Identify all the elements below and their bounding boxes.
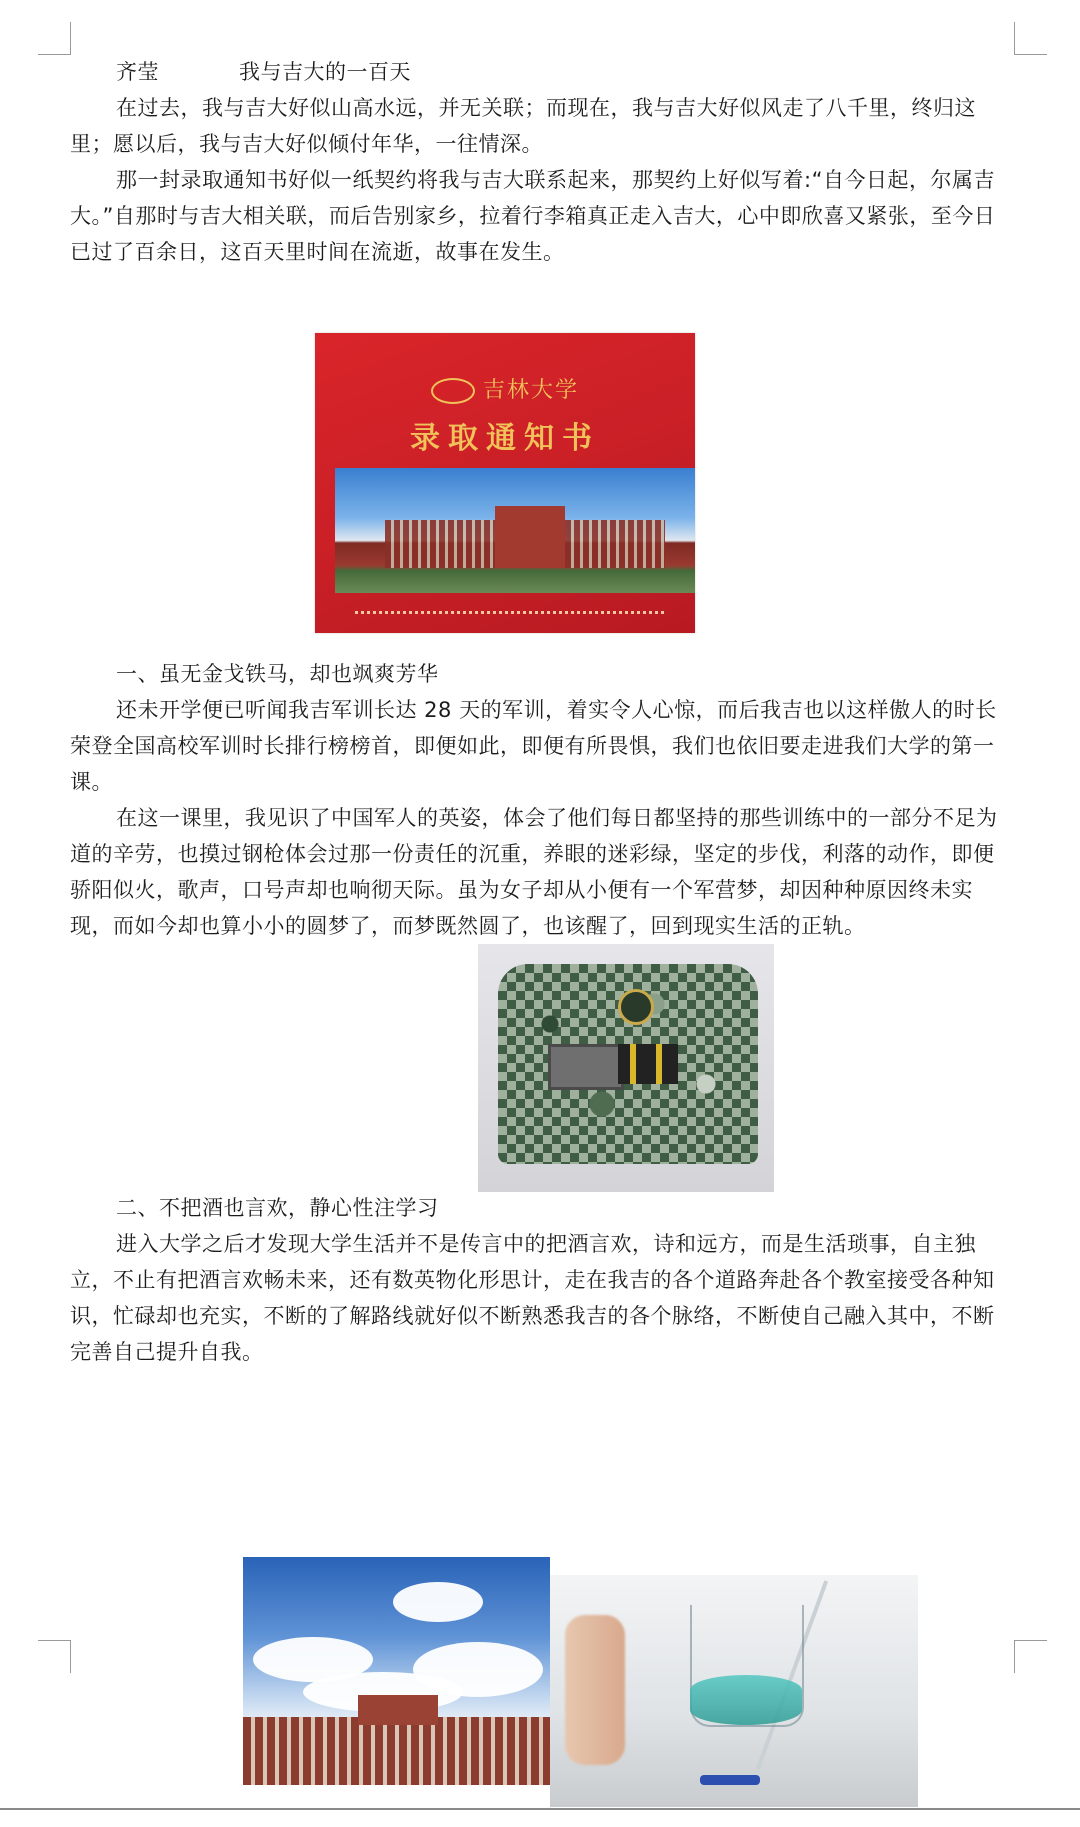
school-emblem-icon (431, 378, 475, 404)
paragraph: 在这一课里，我见识了中国军人的英姿，体会了他们每日都坚持的那些训练中的一部分不足为道的辛劳，也摸过钢枪体会过那一份责任的沉重，养眼的迷彩绿，坚定的步伐，利落的动作，即便骄阳似火，歌声，口号声却也响彻天际。虽为女子却从小便有一个军营梦，却因种种原因终未实现，而如今却也算小小的圆梦了，而梦既然圆了，也该醒了，回到现实生活的正轨。 (70, 806, 998, 938)
campus-photo (335, 468, 695, 593)
author-name: 齐莹 (116, 60, 159, 84)
admission-letter-image (315, 333, 695, 633)
section-heading: 一、虽无金戈铁马，却也飒爽芳华 (116, 662, 439, 686)
admission-letter-title: 录取通知书 (410, 421, 600, 456)
page-corner-mark (1014, 22, 1047, 55)
section-two (70, 1190, 1010, 1370)
section-one (70, 656, 1010, 944)
paragraph: 在过去，我与吉大好似山高水远，并无关联；而现在，我与吉大好似风走了八千里，终归这里；愿以后，我与吉大好似倾付年华，一往情深。 (70, 96, 976, 156)
letter-footer-text (355, 611, 665, 614)
campus-building-photo (243, 1557, 550, 1785)
paragraph: 那一封录取通知书好似一纸契约将我与吉大联系起来，那契约上好似写着:“自今日起，尔属吉大。”自那时与吉大相关联，而后告别家乡，拉着行李箱真正走入吉大，心中即欣喜又紧张，至今日已过了百余日，这百天里时间在流逝，故事在发生。 (70, 168, 996, 264)
title-line (70, 54, 1010, 90)
page-corner-mark (1014, 1640, 1047, 1673)
intro-section (70, 54, 1010, 270)
school-logo: 吉林大学 (315, 373, 695, 404)
chemistry-lab-photo (550, 1575, 918, 1807)
page-corner-mark (38, 22, 71, 55)
military-uniform-image (478, 944, 774, 1192)
section-heading: 二、不把酒也言欢，静心性注学习 (116, 1196, 439, 1220)
cap-badge-icon (618, 989, 654, 1025)
page-corner-mark (38, 1640, 71, 1673)
essay-title: 我与吉大的一百天 (239, 60, 411, 84)
page-divider (0, 1808, 1080, 1810)
paragraph: 还未开学便已听闻我吉军训长达 28 天的军训，着实令人心惊，而后我吉也以这样傲人的时长荣登全国高校军训时长排行榜榜首，即便如此，即便有所畏惧，我们也依旧要走进我们大学的第一课。 (70, 698, 997, 794)
paragraph: 进入大学之后才发现大学生活并不是传言中的把酒言欢，诗和远方，而是生活琐事，自主独立，不止有把酒言欢畅未来，还有数英物化形思计，走在我吉的各个道路奔赴各个教室接受各种知识，忙碌却也充实，不断的了解路线就好似不断熟悉我吉的各个脉络，不断使自己融入其中，不断完善自己提升自我。 (70, 1232, 995, 1364)
